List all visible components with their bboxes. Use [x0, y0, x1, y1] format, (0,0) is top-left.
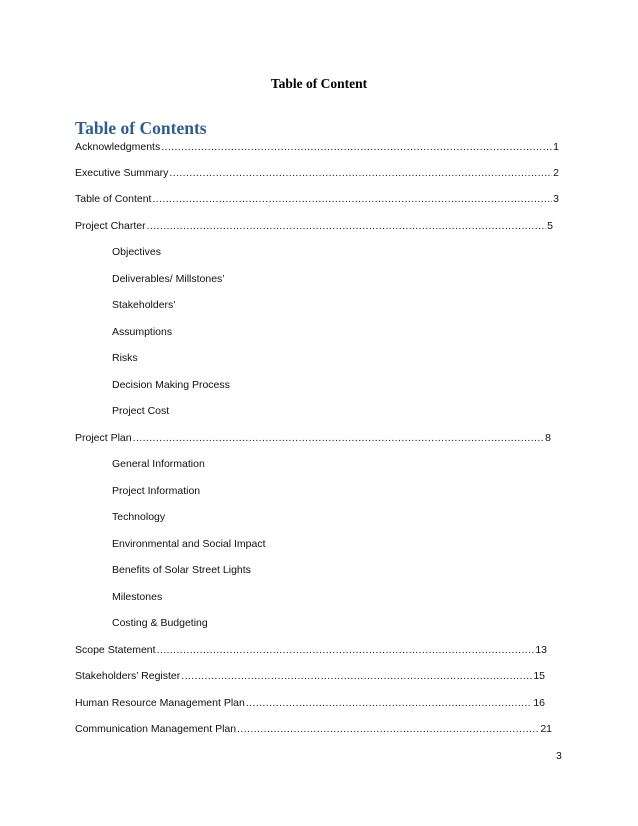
toc-entry-executive-summary[interactable]	[75, 166, 559, 180]
toc-entry-project-plan[interactable]	[75, 431, 551, 445]
toc-entry-label: Human Resource Management Plan	[75, 697, 245, 709]
toc-entry-page: 16	[533, 697, 545, 709]
toc-subitem[interactable]: Benefits of Solar Street Lights	[112, 564, 251, 576]
toc-entry-label: Table of Content	[75, 193, 152, 205]
toc-entry-label: Project Plan	[75, 432, 132, 444]
toc-subitem[interactable]: Decision Making Process	[112, 379, 230, 391]
toc-subitem[interactable]: Deliverables/ Millstones’	[112, 273, 225, 285]
dot-leader	[169, 166, 552, 180]
toc-entry-label: Executive Summary	[75, 167, 169, 179]
toc-entry-label: Stakeholders’ Register	[75, 670, 181, 682]
dot-leader	[152, 192, 552, 206]
toc-subitem[interactable]: Project Information	[112, 485, 201, 497]
toc-subitem[interactable]: Assumptions	[112, 326, 173, 338]
toc-entry-page: 21	[540, 723, 552, 735]
dot-leader	[237, 722, 539, 736]
dot-leader	[246, 696, 532, 710]
dot-leader	[133, 431, 545, 445]
toc-entry-label: Acknowledgments	[75, 141, 161, 153]
toc-entry-page: 2	[553, 167, 559, 179]
dot-leader	[161, 140, 552, 154]
toc-heading: Table of Contents	[75, 118, 207, 138]
toc-subitem[interactable]: General Information	[112, 458, 205, 470]
toc-subitem[interactable]: Milestones	[112, 591, 163, 603]
toc-entry-scope-statement[interactable]	[75, 643, 547, 657]
toc-entry-label: Communication Management Plan	[75, 723, 237, 735]
toc-entry-page: 15	[533, 670, 545, 682]
toc-entry-hr-management-plan[interactable]	[75, 696, 545, 710]
toc-entry-project-charter[interactable]	[75, 219, 553, 233]
toc-entry-page: 8	[545, 432, 551, 444]
toc-entry-label: Project Charter	[75, 220, 146, 232]
toc-subitem[interactable]: Objectives	[112, 246, 162, 258]
page-number: 3	[556, 750, 562, 762]
toc-entry-page: 1	[553, 141, 559, 153]
toc-entry-acknowledgments[interactable]	[75, 140, 559, 154]
toc-subitem[interactable]: Project Cost	[112, 405, 170, 417]
toc-entry-table-of-content[interactable]	[75, 192, 559, 206]
page-title: Table of Content	[270, 76, 368, 91]
toc-entry-page: 3	[553, 193, 559, 205]
dot-leader	[181, 669, 532, 683]
toc-entry-label: Scope Statement	[75, 644, 156, 656]
dot-leader	[157, 643, 535, 657]
toc-subitem[interactable]: Technology	[112, 511, 166, 523]
toc-entry-stakeholders-register[interactable]	[75, 669, 545, 683]
toc-subitem[interactable]: Stakeholders’	[112, 299, 176, 311]
dot-leader	[147, 219, 547, 233]
toc-entry-communication-management-plan[interactable]	[75, 722, 552, 736]
toc-subitem[interactable]: Costing & Budgeting	[112, 617, 208, 629]
toc-subitem[interactable]: Risks	[112, 352, 138, 364]
toc-subitem[interactable]: Environmental and Social Impact	[112, 538, 266, 550]
toc-entry-page: 5	[547, 220, 553, 232]
toc-entry-page: 13	[535, 644, 547, 656]
